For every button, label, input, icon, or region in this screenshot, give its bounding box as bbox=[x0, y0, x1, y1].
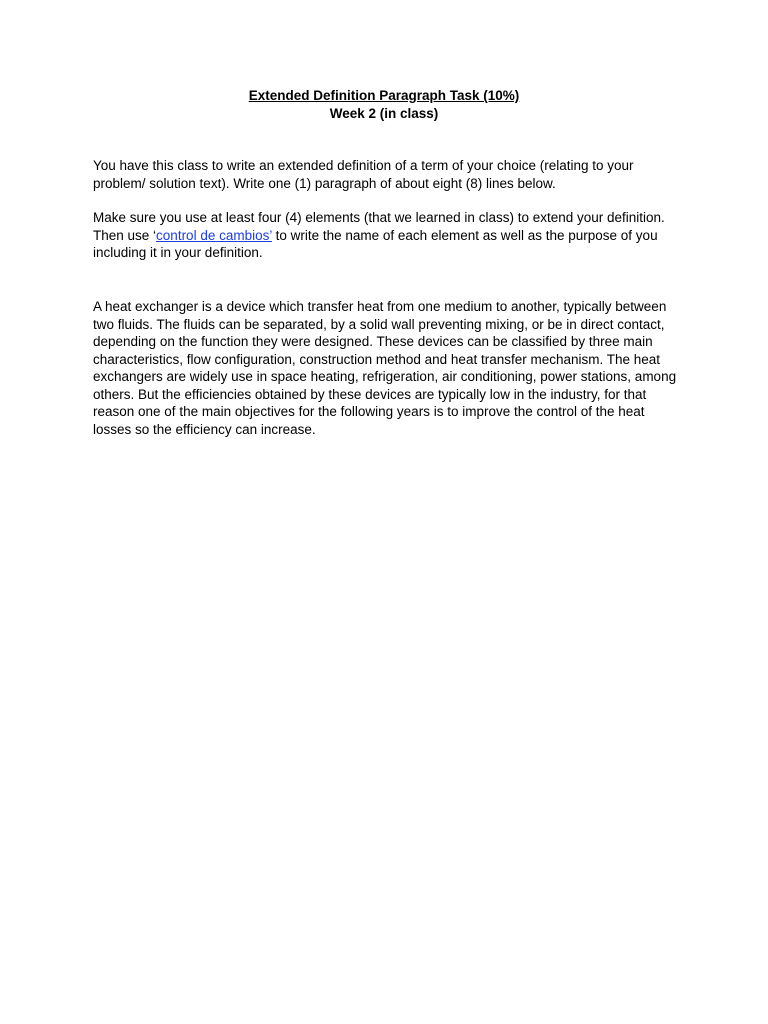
instructions-text-1: You have this class to write an extended definition of a term of your choice (relating to your problem/ solution text). Write one (1) paragraph of about eight (8) lines below. bbox=[93, 158, 634, 191]
instructions-paragraph-1 bbox=[93, 157, 678, 192]
definition-text: A heat exchanger is a device which transfer heat from one medium to another, typically between two fluids. The fluids can be separated, by a solid wall preventing mixing, or be in direct contact, depending on the function they were designed. These devices can be classified by three main characteristics, flow configuration, construction method and heat transfer mechanism. The heat exchangers are widely use in space heating, refrigeration, air conditioning, power stations, among others. But the efficiencies obtained by these devices are typically low in the industry, for that reason one of the main objectives for the following years is to improve the control of the heat losses so the efficiency can increase. bbox=[93, 299, 677, 437]
instructions-text-2-before: Make sure you use at least four (4) elements (that we learned in class) to extend your definition. Then use ‘ bbox=[93, 210, 665, 243]
instructions-text-2-after: to write the name of each element as well as the purpose of you including it in your definition. bbox=[93, 227, 658, 260]
document-header bbox=[0, 87, 768, 122]
document-title: Extended Definition Paragraph Task (10%) bbox=[248, 88, 520, 103]
document-subtitle: Week 2 (in class) bbox=[329, 105, 439, 121]
instructions-text-2 bbox=[93, 209, 678, 262]
control-de-cambios-link[interactable]: control de cambios’ bbox=[156, 227, 272, 243]
instructions-paragraph-2 bbox=[93, 209, 678, 262]
definition-paragraph bbox=[93, 298, 678, 438]
